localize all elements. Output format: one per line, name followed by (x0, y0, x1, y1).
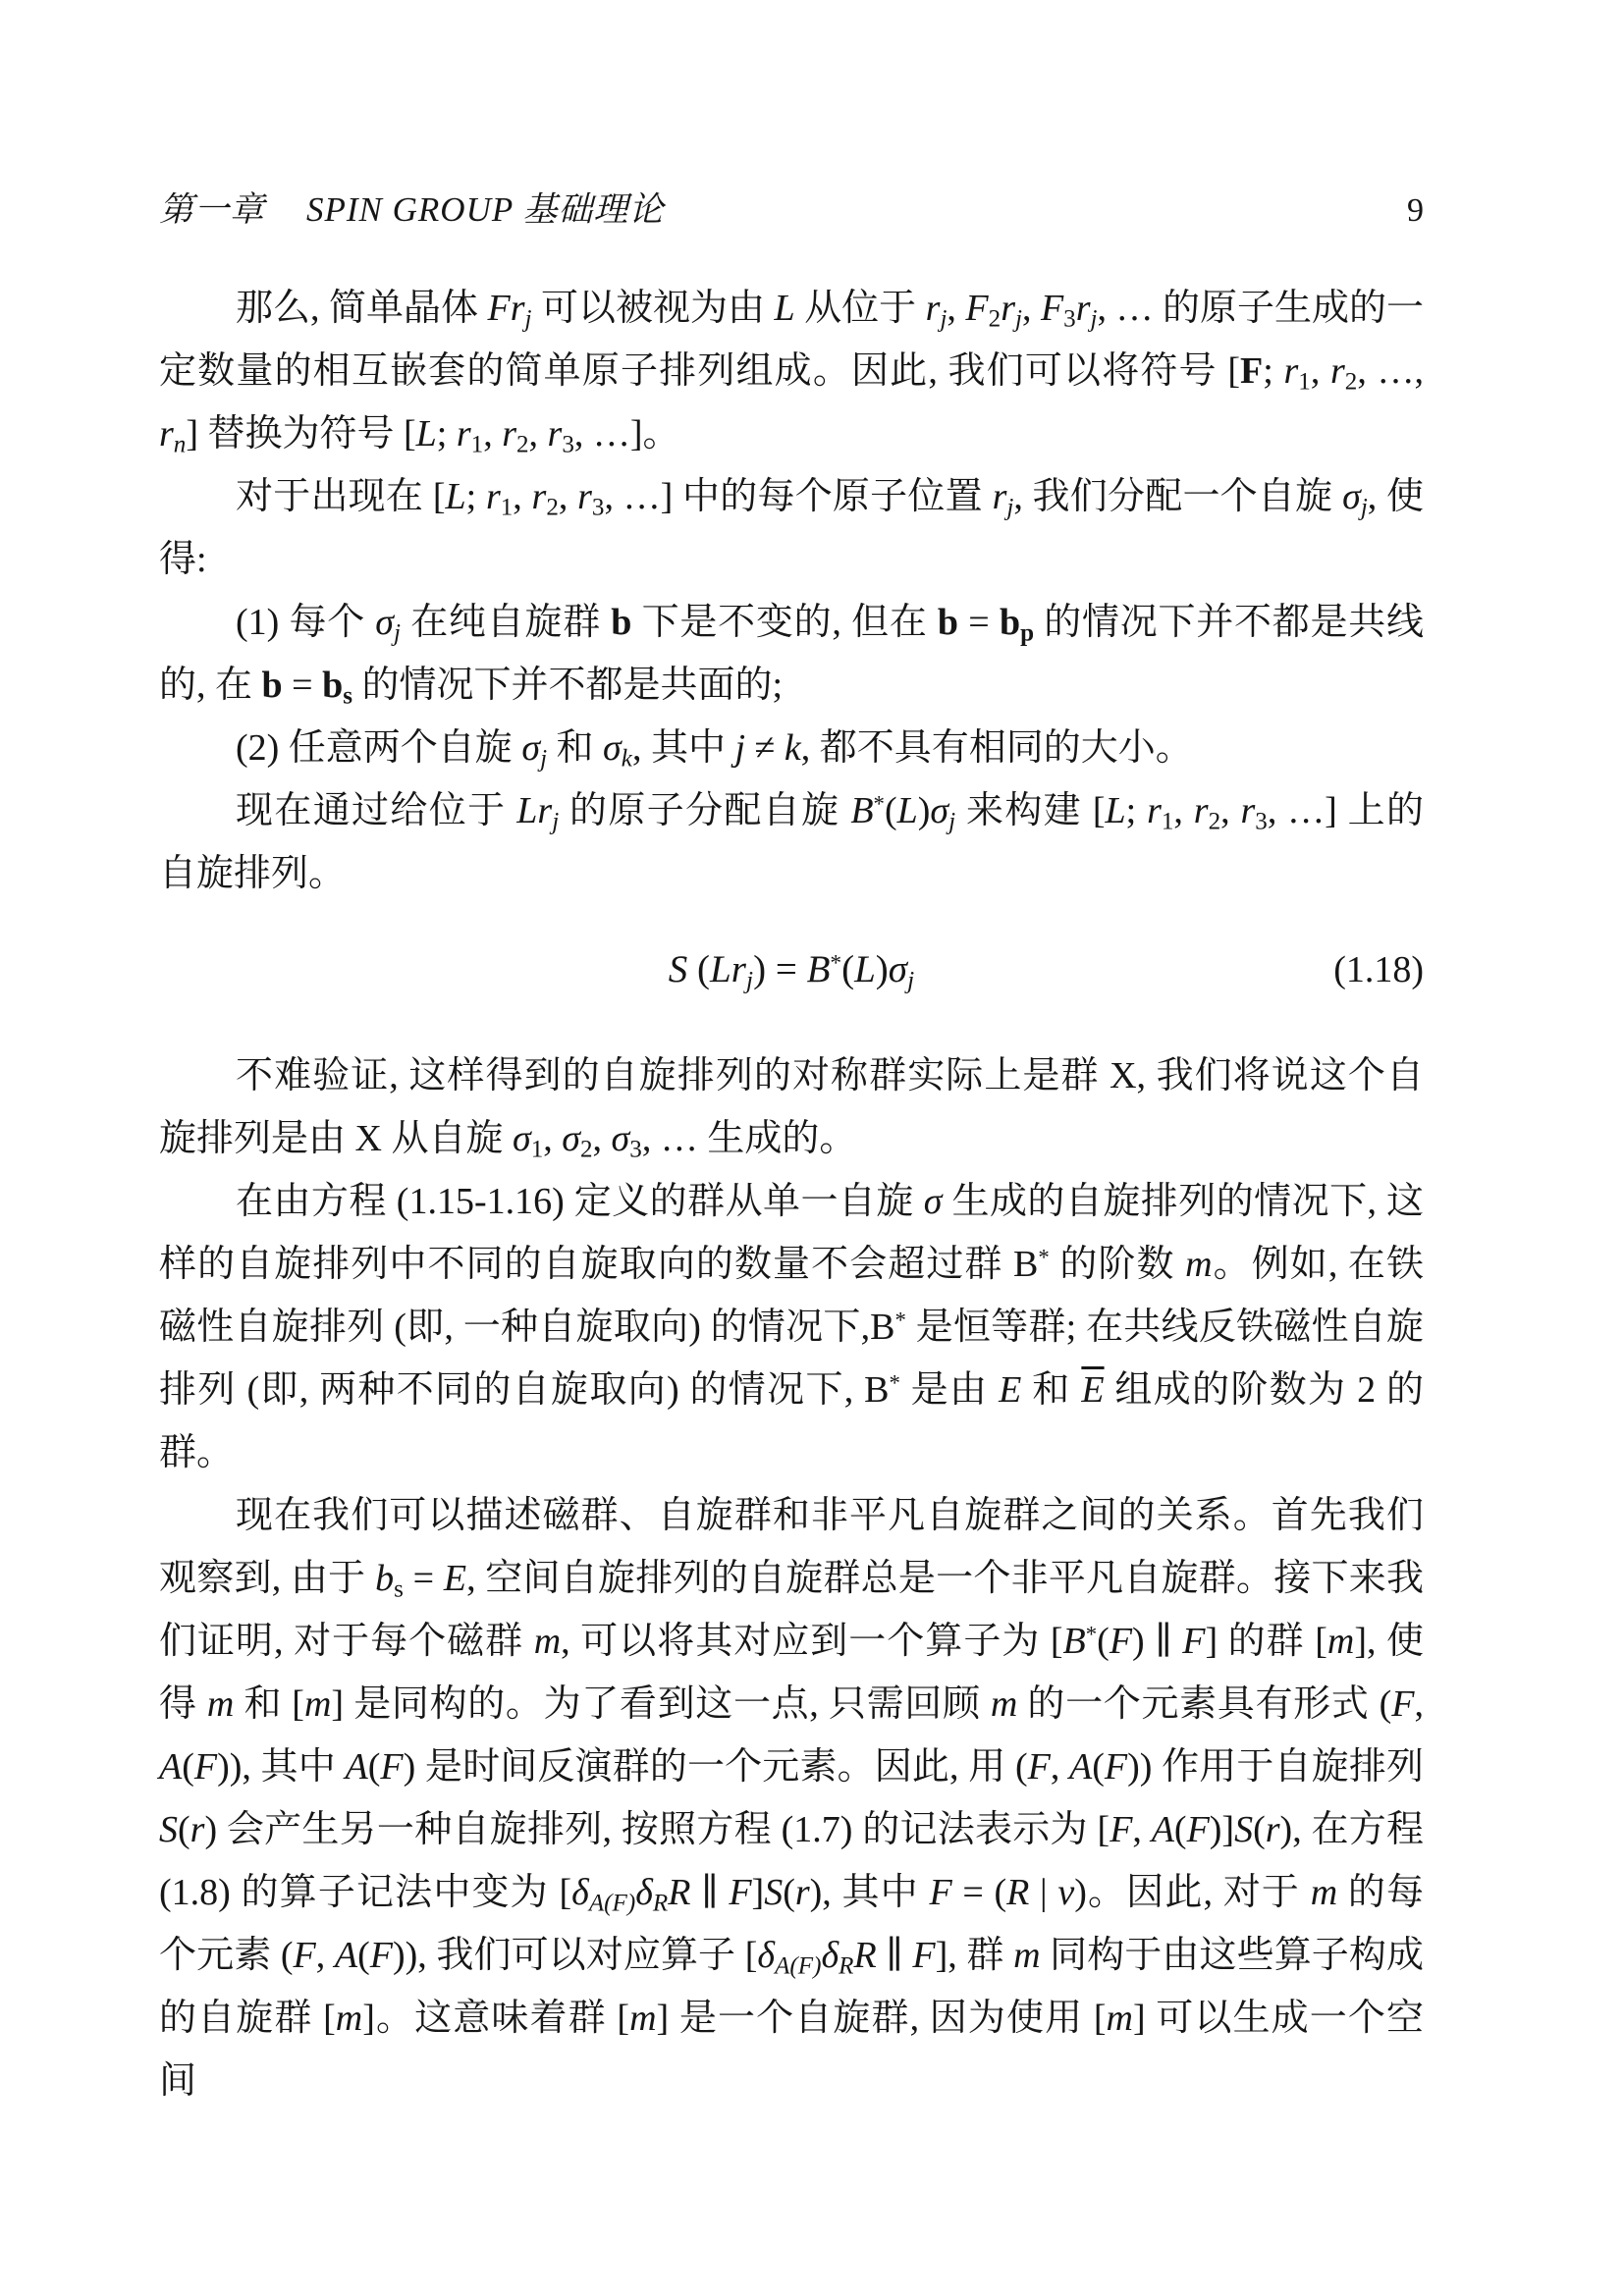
paragraph: 现在我们可以描述磁群、自旋群和非平凡自旋群之间的关系。首先我们观察到, 由于 $b_s = E$, 空间自旋排列的自旋群总是一个非平凡自旋群。接下来我们证明, 对于每个磁群 m, 可以将其对应到一个算子为 [B*(F) ∥ F] 的群 [m], 使得 m 和 [m] 是同构的。为了看到这一点, 只需回顾 m 的一个元素具有形式 (F, A(F)), 其中 A(F) 是时间反演群的一个元素。因此, 用 (F, A(F)) 作用于自旋排列 S(r) 会产生另一种自旋排列, 按照方程 (1.7) 的记法表示为 [F, A(F)]S(r), 在方程 (1.8) 的算子记法中变为 [$\delta_{A(F)}\delta_RR$ ∥ F]S(r), 其中 F = (R | v)。因此, 对于 m 的每个元素 (F, A(F)), 我们可以对应算子 [$\delta_{A(F)}\delta_RR$ ∥ F], 群 m 同构于由这些算子构成的自旋群 [m]。这意味着群 [m] 是一个自旋群, 因为使用 [m] 可以生成一个空间 (159, 1495, 1425, 2102)
equation-number: (1.18) (1333, 949, 1424, 990)
paragraph: 在由方程 (1.15-1.16) 定义的群从单一自旋 σ 生成的自旋排列的情况下, 这样的自旋排列中不同的自旋取向的数量不会超过群 B* 的阶数 m。例如, 在铁磁性自旋排列 (即, 一种自旋取向) 的情况下,B* 是恒等群; 在共线反铁磁性自旋排列 (即, 两种不同的自旋取向) 的情况下, B* 是由 E 和 $\overline{E}$ 组成的阶数为 2 的群。 (159, 1181, 1424, 1473)
paragraph: 不难验证, 这样得到的自旋排列的对称群实际上是群 X, 我们将说这个自旋排列是由 X 从自旋 $\sigma_1$, $\sigma_2$, $\sigma_3$, … 生成的。 (159, 1055, 1424, 1163)
paragraph: 那么, 简单晶体 $Fr_j$ 可以被视为由 L 从位于 $r_j$, $F_2r_j$, $F_3r_j$, … 的原子生成的一定数量的相互嵌套的简单原子排列组成。因此, 我们可以将符号 [F; $r_1$, $r_2$, …, $r_n$] 替换为符号 [L; $r_1$, $r_2$, $r_3$, …]。 (159, 288, 1424, 458)
paragraph: (1) 每个 $\sigma_j$ 在纯自旋群 b 下是不变的, 但在 $b = b_p$ 的情况下并不都是共线的, 在 $b = b_s$ 的情况下并不都是共面的; (159, 602, 1424, 710)
page-header (159, 183, 1424, 232)
page-number: 9 (1407, 192, 1424, 229)
paragraph: (2) 任意两个自旋 $\sigma_j$ 和 $\sigma_k$, 其中 j ≠ k, 都不具有相同的大小。 (236, 727, 1193, 773)
paragraph: 对于出现在 [L; $r_1$, $r_2$, $r_3$, …] 中的每个原子位置 $r_j$, 我们分配一个自旋 $\sigma_j$, 使得: (159, 476, 1425, 580)
document-body (159, 277, 1424, 2112)
chapter-title: SPIN GROUP 基础理论 (306, 190, 665, 229)
equation-body: S $(Lr_j) = B^*(L)\sigma_j$ (668, 948, 915, 994)
running-head (159, 183, 664, 232)
chapter-label: 第一章 (159, 190, 266, 229)
equation (159, 938, 1424, 1001)
paragraph: 现在通过给位于 $Lr_j$ 的原子分配自旋 $B^*(L)\sigma_j$ 来构建 [L; $r_1$, $r_2$, $r_3$, …] 上的自旋排列。 (159, 790, 1425, 894)
